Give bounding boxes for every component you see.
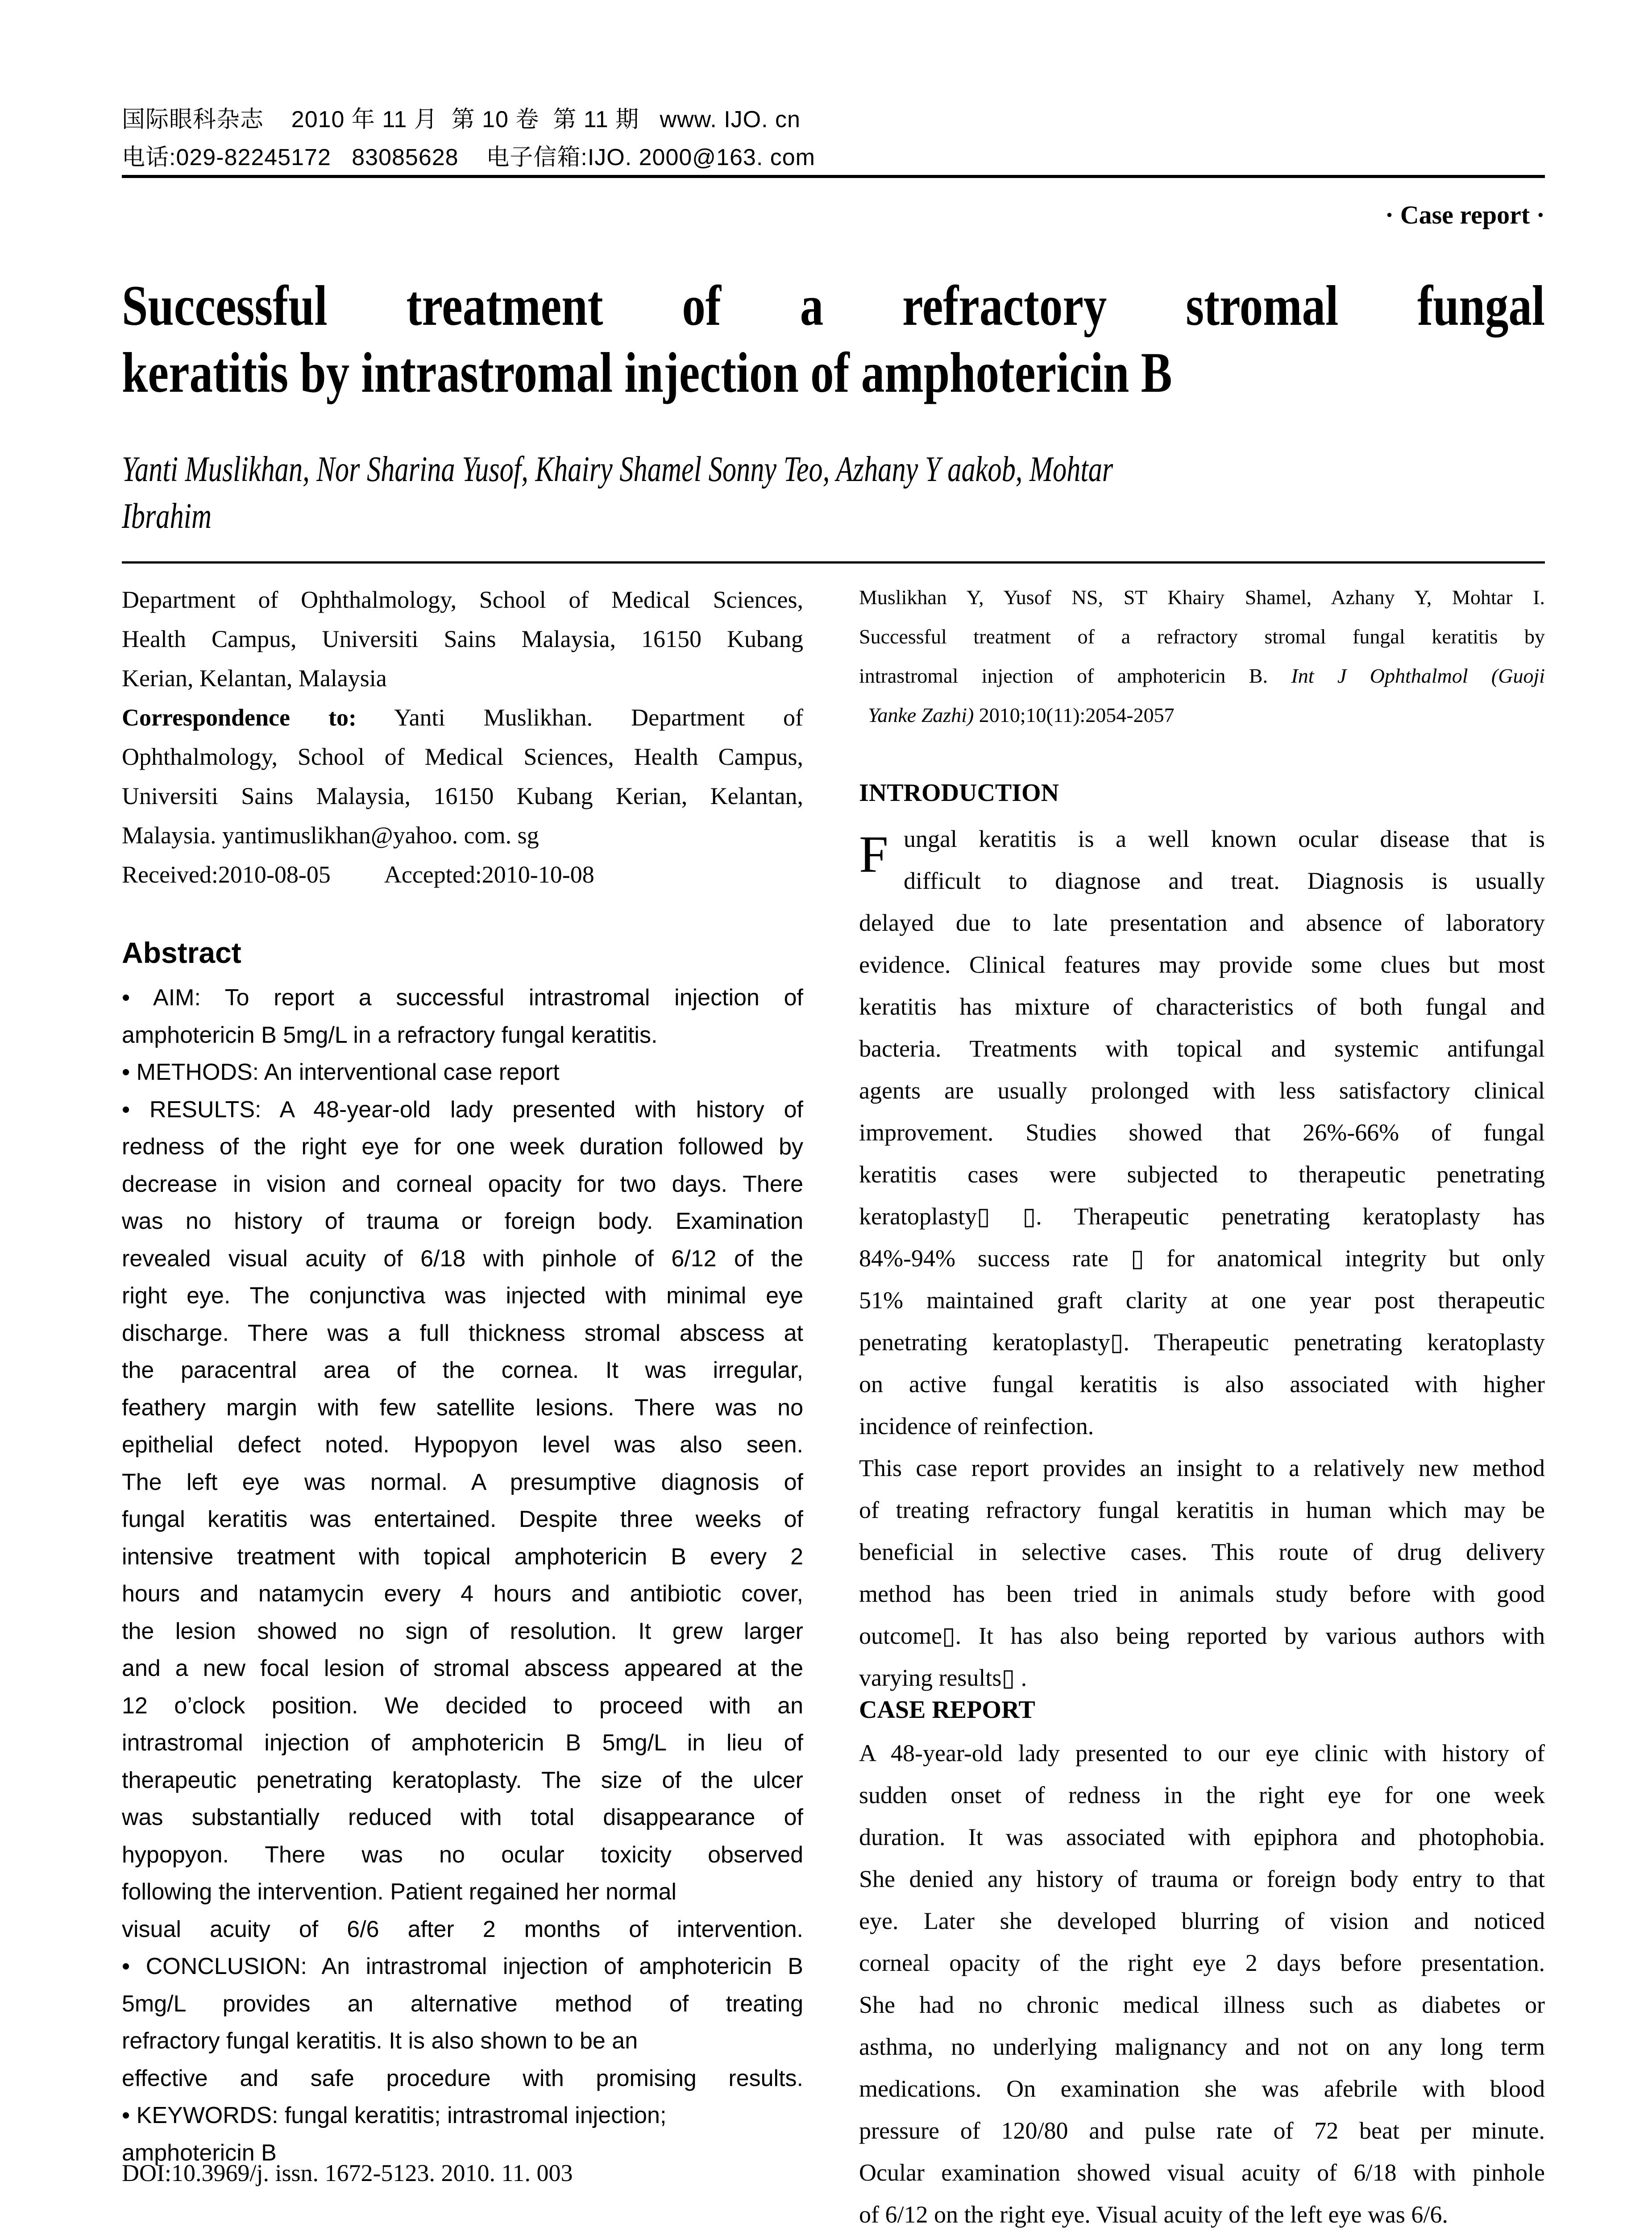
abstract-line: was substantially reduced with total disappearance of [122,1804,803,1830]
case-report-body [859,1732,1545,2231]
title-line: Successful treatment of a refractory stromal fungal [122,274,1545,337]
contact-header-line: 电话:029-82245172 83085628 电子信箱:IJO. 2000@163. com [122,145,815,170]
case-report-line: of 6/12 on the right eye. Visual acuity of the left eye was 6/6. [859,2201,1448,2228]
introduction-line: beneficial in selective cases. This route of drug delivery [859,1538,1545,1565]
introduction-line: This case report provides an insight to a relatively new method [859,1455,1545,1481]
abstract-line: decrease in vision and corneal opacity for two days. There [122,1171,803,1197]
header-rule [122,175,1545,178]
introduction-line: outcome▯. It has also being reported by various authors with [859,1622,1545,1649]
abstract-line: and a new focal lesion of stromal abscess appeared at the [122,1655,803,1681]
drop-cap: F [859,825,888,883]
abstract-line: • KEYWORDS: fungal keratitis; intrastromal injection; [122,2102,667,2128]
correspondence-line: Ophthalmology, School of Medical Sciences, Health Campus, [122,743,803,770]
abstract-line: 12 o’clock position. We decided to proceed with an [122,1692,803,1719]
doi: DOI:10.3969/j. issn. 1672-5123. 2010. 11. 003 [122,2160,573,2186]
dates-line [122,855,803,894]
abstract-line: • AIM: To report a successful intrastromal injection of [122,985,803,1011]
introduction-line: incidence of reinfection. [859,1413,1094,1439]
citation-line: Muslikhan Y, Yusof NS, ST Khairy Shamel, Azhany Y, Mohtar I. [859,586,1545,609]
abstract-line: • RESULTS: A 48-year-old lady presented with history of [122,1096,803,1123]
abstract-line: the paracentral area of the cornea. It was irregular, [122,1357,803,1383]
abstract-body [122,979,803,2172]
citation-block [859,578,1545,735]
introduction-line: keratitis has mixture of characteristics of both fungal and [859,993,1545,1020]
abstract-heading: Abstract [122,936,241,969]
accepted-date: Accepted:2010-10-08 [384,861,594,888]
affiliation-line: Health Campus, Universiti Sains Malaysia, 16150 Kubang [122,626,803,652]
introduction-line: of treating refractory fungal keratitis in human which may be [859,1497,1545,1523]
abstract-line: refractory fungal keratitis. It is also shown to be an [122,2028,638,2054]
abstract-line: following the intervention. Patient regained her normal [122,1879,677,1905]
abstract-line: epithelial defect noted. Hypopyon level was also seen. [122,1432,803,1458]
citation-text: intrastromal injection of amphotericin B. [859,664,1268,687]
correspondence-line [122,698,803,737]
citation-journal: Int J Ophthalmol (Guoji [1291,664,1545,687]
case-report-heading: CASE REPORT [859,1696,1035,1724]
title-line: keratitis by intrastromal injection of amphotericin B [122,341,1172,404]
introduction-line: bacteria. Treatments with topical and systemic antifungal [859,1035,1545,1062]
introduction-line: improvement. Studies showed that 26%-66% of fungal [859,1119,1545,1146]
abstract-line: 5mg/L provides an alternative method of treating [122,1990,803,2017]
citation-line [859,696,1545,735]
affiliation-block [122,580,803,894]
abstract-line: redness of the right eye for one week duration followed by [122,1134,803,1160]
correspondence-text: Yanti Muslikhan. Department of [394,704,804,731]
abstract-line: discharge. There was a full thickness stromal abscess at [122,1320,803,1346]
abstract-line: • CONCLUSION: An intrastromal injection of amphotericin B [122,1953,803,1979]
affiliation-line: Department of Ophthalmology, School of Medical Sciences, [122,586,803,613]
abstract-line: was no history of trauma or foreign body. Examination [122,1208,803,1234]
introduction-line: evidence. Clinical features may provide some clues but most [859,951,1545,978]
introduction-line: 84%-94% success rate ▯ for anatomical integrity but only [859,1245,1545,1272]
introduction-line: difficult to diagnose and treat. Diagnosis is usually [904,867,1545,894]
journal-header-line: 国际眼科杂志 2010 年 11 月 第 10 卷 第 11 期 www. IJO. cn [122,107,801,133]
affiliation-line: Kerian, Kelantan, Malaysia [122,665,387,692]
author-line: Ibrahim [122,497,212,536]
correspondence-line: Universiti Sains Malaysia, 16150 Kubang Kerian, Kelantan, [122,783,803,809]
abstract-line: feathery margin with few satellite lesions. There was no [122,1394,803,1421]
abstract-line: The left eye was normal. A presumptive diagnosis of [122,1469,803,1495]
abstract-line: therapeutic penetrating keratoplasty. The size of the ulcer [122,1767,803,1793]
case-report-line: sudden onset of redness in the right eye for one week [859,1782,1545,1808]
case-report-line: pressure of 120/80 and pulse rate of 72 beat per minute. [859,2117,1545,2144]
citation-journal-cont: Yanke Zazhi) [868,704,974,726]
introduction-line: delayed due to late presentation and absence of laboratory [859,909,1545,936]
case-report-line: She had no chronic medical illness such as diabetes or [859,1991,1545,2018]
citation-volume: 2010;10(11):2054-2057 [979,704,1175,726]
case-report-line: corneal opacity of the right eye 2 days before presentation. [859,1949,1545,1976]
abstract-line: visual acuity of 6/6 after 2 months of intervention. [122,1916,803,1942]
received-date: Received:2010-08-05 [122,861,331,888]
correspondence-email: Malaysia. yantimuslikhan@yahoo. com. sg [122,822,539,849]
abstract-line: amphotericin B [122,2140,277,2166]
introduction-line: ungal keratitis is a well known ocular disease that is [904,825,1545,852]
introduction-line: 51% maintained graft clarity at one year post therapeutic [859,1287,1545,1314]
case-report-line: asthma, no underlying malignancy and not on any long term [859,2033,1545,2060]
introduction-line: penetrating keratoplasty▯. Therapeutic penetrating keratoplasty [859,1329,1545,1356]
author-line: Yanti Muslikhan, Nor Sharina Yusof, Khairy Shamel Sonny Teo, Azhany Y aakob, Mohtar [122,450,1113,489]
abstract-line: • METHODS: An interventional case report [122,1059,560,1085]
case-report-line: A 48-year-old lady presented to our eye clinic with history of [859,1740,1545,1767]
abstract-line: amphotericin B 5mg/L in a refractory fungal keratitis. [122,1022,658,1048]
citation-line [859,656,1545,696]
article-type-label: · Case report · [1385,200,1545,229]
introduction-line: keratitis cases were subjected to therapeutic penetrating [859,1161,1545,1188]
abstract-line: hypopyon. There was no ocular toxicity observed [122,1841,803,1868]
abstract-line: intrastromal injection of amphotericin B 5mg/L in lieu of [122,1730,803,1756]
case-report-line: duration. It was associated with epiphora and photophobia. [859,1824,1545,1850]
abstract-line: intensive treatment with topical amphotericin B every 2 [122,1543,803,1570]
introduction-line: method has been tried in animals study before with good [859,1580,1545,1607]
correspondence-label: Correspondence to: [122,704,357,731]
author-list [122,446,1549,540]
abstract-line: right eye. The conjunctiva was injected with minimal eye [122,1283,803,1309]
authors-rule [122,561,1545,564]
introduction-line: agents are usually prolonged with less satisfactory clinical [859,1077,1545,1104]
case-report-line: Ocular examination showed visual acuity of 6/18 with pinhole [859,2159,1545,2186]
abstract-line: hours and natamycin every 4 hours and antibiotic cover, [122,1581,803,1607]
article-title [122,272,1545,406]
case-report-line: medications. On examination she was afebrile with blood [859,2075,1545,2102]
citation-line: Successful treatment of a refractory stromal fungal keratitis by [859,625,1545,648]
abstract-line: revealed visual acuity of 6/18 with pinhole of 6/12 of the [122,1245,803,1272]
introduction-line: keratoplasty▯ ▯. Therapeutic penetrating keratoplasty has [859,1203,1545,1230]
introduction-line: on active fungal keratitis is also associated with higher [859,1371,1545,1397]
case-report-line: She denied any history of trauma or foreign body entry to that [859,1866,1545,1892]
introduction-line: varying results▯ . [859,1664,1027,1691]
abstract-line: effective and safe procedure with promising results. [122,2065,803,2091]
case-report-line: eye. Later she developed blurring of vision and noticed [859,1908,1545,1934]
abstract-line: fungal keratitis was entertained. Despite three weeks of [122,1506,803,1532]
abstract-line: the lesion showed no sign of resolution. It grew larger [122,1618,803,1644]
introduction-heading: INTRODUCTION [859,779,1059,807]
introduction-body [859,818,1545,1699]
